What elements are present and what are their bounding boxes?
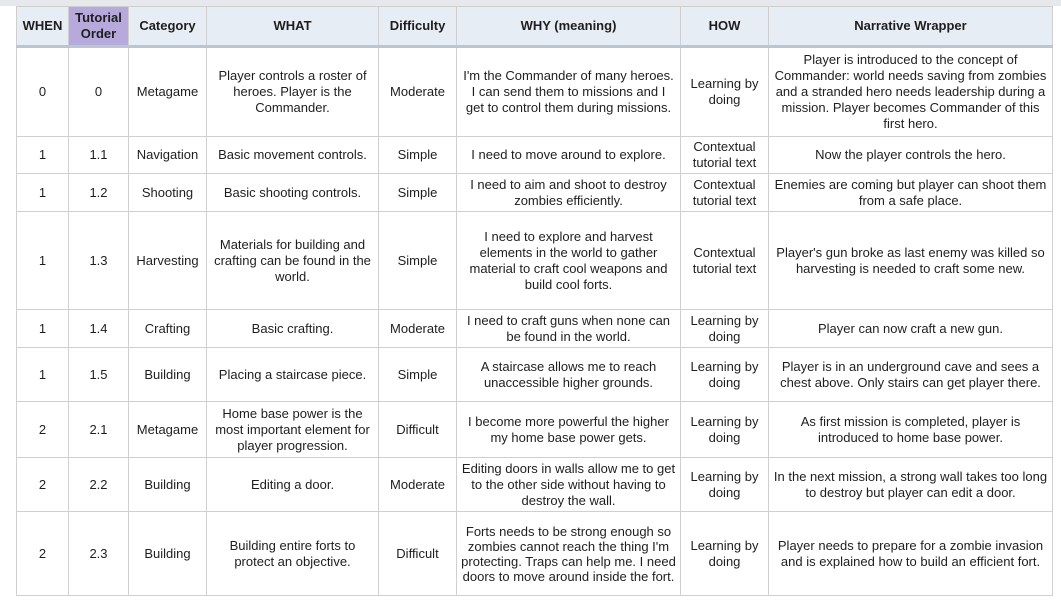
cell-how[interactable]: Learning by doing	[681, 402, 769, 458]
header-why[interactable]: WHY (meaning)	[457, 7, 681, 47]
cell-order[interactable]: 2.3	[69, 512, 129, 596]
cell-category[interactable]: Navigation	[129, 137, 207, 174]
cell-narrative[interactable]: In the next mission, a strong wall takes too long to destroy but player can edit a door.	[769, 458, 1053, 512]
cell-why[interactable]: I need to aim and shoot to destroy zombies efficiently.	[457, 174, 681, 212]
cell-why[interactable]: Editing doors in walls allow me to get to the other side without having to destroy the wall.	[457, 458, 681, 512]
cell-how[interactable]: Contextual tutorial text	[681, 137, 769, 174]
cell-when[interactable]: 2	[17, 512, 69, 596]
cell-how[interactable]: Learning by doing	[681, 310, 769, 348]
header-row	[17, 7, 1053, 47]
cell-how[interactable]: Contextual tutorial text	[681, 212, 769, 310]
cell-category[interactable]: Shooting	[129, 174, 207, 212]
cell-narrative[interactable]: Now the player controls the hero.	[769, 137, 1053, 174]
table-row	[17, 512, 1053, 596]
cell-order[interactable]: 1.2	[69, 174, 129, 212]
cell-difficulty[interactable]: Moderate	[379, 47, 457, 137]
cell-narrative[interactable]: Player's gun broke as last enemy was killed so harvesting is needed to craft some new.	[769, 212, 1053, 310]
cell-why[interactable]: I need to move around to explore.	[457, 137, 681, 174]
cell-when[interactable]: 1	[17, 137, 69, 174]
cell-what[interactable]: Editing a door.	[207, 458, 379, 512]
cell-why[interactable]: A staircase allows me to reach unaccessible higher grounds.	[457, 348, 681, 402]
cell-order[interactable]: 1.1	[69, 137, 129, 174]
cell-narrative[interactable]: Player can now craft a new gun.	[769, 310, 1053, 348]
cell-narrative[interactable]: Enemies are coming but player can shoot them from a safe place.	[769, 174, 1053, 212]
cell-why[interactable]: Forts needs to be strong enough so zombies cannot reach the thing I'm protecting. Traps can help me. I need doors to move around inside the fort.	[457, 512, 681, 596]
cell-difficulty[interactable]: Simple	[379, 137, 457, 174]
cell-what[interactable]: Basic crafting.	[207, 310, 379, 348]
cell-order[interactable]: 1.4	[69, 310, 129, 348]
cell-what[interactable]: Building entire forts to protect an objective.	[207, 512, 379, 596]
cell-why[interactable]: I become more powerful the higher my home base power gets.	[457, 402, 681, 458]
cell-category[interactable]: Building	[129, 512, 207, 596]
cell-what[interactable]: Player controls a roster of heroes. Player is the Commander.	[207, 47, 379, 137]
table-row	[17, 458, 1053, 512]
cell-why[interactable]: I need to explore and harvest elements in the world to gather material to craft cool weapons and build cool forts.	[457, 212, 681, 310]
cell-order[interactable]: 2.2	[69, 458, 129, 512]
cell-when[interactable]: 2	[17, 458, 69, 512]
cell-how[interactable]: Learning by doing	[681, 47, 769, 137]
cell-difficulty[interactable]: Difficult	[379, 512, 457, 596]
cell-category[interactable]: Harvesting	[129, 212, 207, 310]
header-category[interactable]: Category	[129, 7, 207, 47]
cell-how[interactable]: Learning by doing	[681, 458, 769, 512]
cell-difficulty[interactable]: Difficult	[379, 402, 457, 458]
cell-category[interactable]: Building	[129, 458, 207, 512]
header-tutorial-order[interactable]: Tutorial Order	[69, 7, 129, 47]
cell-difficulty[interactable]: Simple	[379, 174, 457, 212]
header-when[interactable]: WHEN	[17, 7, 69, 47]
cell-category[interactable]: Building	[129, 348, 207, 402]
cell-order[interactable]: 2.1	[69, 402, 129, 458]
header-narrative[interactable]: Narrative Wrapper	[769, 7, 1053, 47]
cell-what[interactable]: Basic movement controls.	[207, 137, 379, 174]
cell-order[interactable]: 0	[69, 47, 129, 137]
cell-category[interactable]: Metagame	[129, 47, 207, 137]
cell-how[interactable]: Learning by doing	[681, 348, 769, 402]
cell-when[interactable]: 0	[17, 47, 69, 137]
header-how[interactable]: HOW	[681, 7, 769, 47]
table-row	[17, 310, 1053, 348]
cell-narrative[interactable]: Player is in an underground cave and sees a chest above. Only stairs can get player there.	[769, 348, 1053, 402]
cell-what[interactable]: Home base power is the most important element for player progression.	[207, 402, 379, 458]
cell-what[interactable]: Basic shooting controls.	[207, 174, 379, 212]
cell-why[interactable]: I'm the Commander of many heroes. I can send them to missions and I get to control them during missions.	[457, 47, 681, 137]
table-row	[17, 212, 1053, 310]
cell-when[interactable]: 1	[17, 174, 69, 212]
cell-difficulty[interactable]: Moderate	[379, 458, 457, 512]
cell-why[interactable]: I need to craft guns when none can be found in the world.	[457, 310, 681, 348]
cell-difficulty[interactable]: Simple	[379, 348, 457, 402]
cell-narrative[interactable]: Player is introduced to the concept of Commander: world needs saving from zombies and a stranded hero needs leadership during a mission. Player becomes Commander of this first hero.	[769, 47, 1053, 137]
cell-difficulty[interactable]: Simple	[379, 212, 457, 310]
cell-when[interactable]: 1	[17, 212, 69, 310]
cell-category[interactable]: Crafting	[129, 310, 207, 348]
cell-when[interactable]: 1	[17, 348, 69, 402]
header-what[interactable]: WHAT	[207, 7, 379, 47]
table-row	[17, 348, 1053, 402]
cell-what[interactable]: Placing a staircase piece.	[207, 348, 379, 402]
header-difficulty[interactable]: Difficulty	[379, 7, 457, 47]
cell-when[interactable]: 1	[17, 310, 69, 348]
table-row	[17, 174, 1053, 212]
table-row	[17, 137, 1053, 174]
cell-order[interactable]: 1.3	[69, 212, 129, 310]
cell-how[interactable]: Contextual tutorial text	[681, 174, 769, 212]
table-row	[17, 402, 1053, 458]
tutorial-design-table	[16, 6, 1053, 596]
cell-what[interactable]: Materials for building and crafting can be found in the world.	[207, 212, 379, 310]
cell-how[interactable]: Learning by doing	[681, 512, 769, 596]
cell-narrative[interactable]: Player needs to prepare for a zombie invasion and is explained how to build an efficient fort.	[769, 512, 1053, 596]
cell-difficulty[interactable]: Moderate	[379, 310, 457, 348]
cell-narrative[interactable]: As first mission is completed, player is introduced to home base power.	[769, 402, 1053, 458]
cell-when[interactable]: 2	[17, 402, 69, 458]
table-row	[17, 47, 1053, 137]
cell-order[interactable]: 1.5	[69, 348, 129, 402]
cell-category[interactable]: Metagame	[129, 402, 207, 458]
